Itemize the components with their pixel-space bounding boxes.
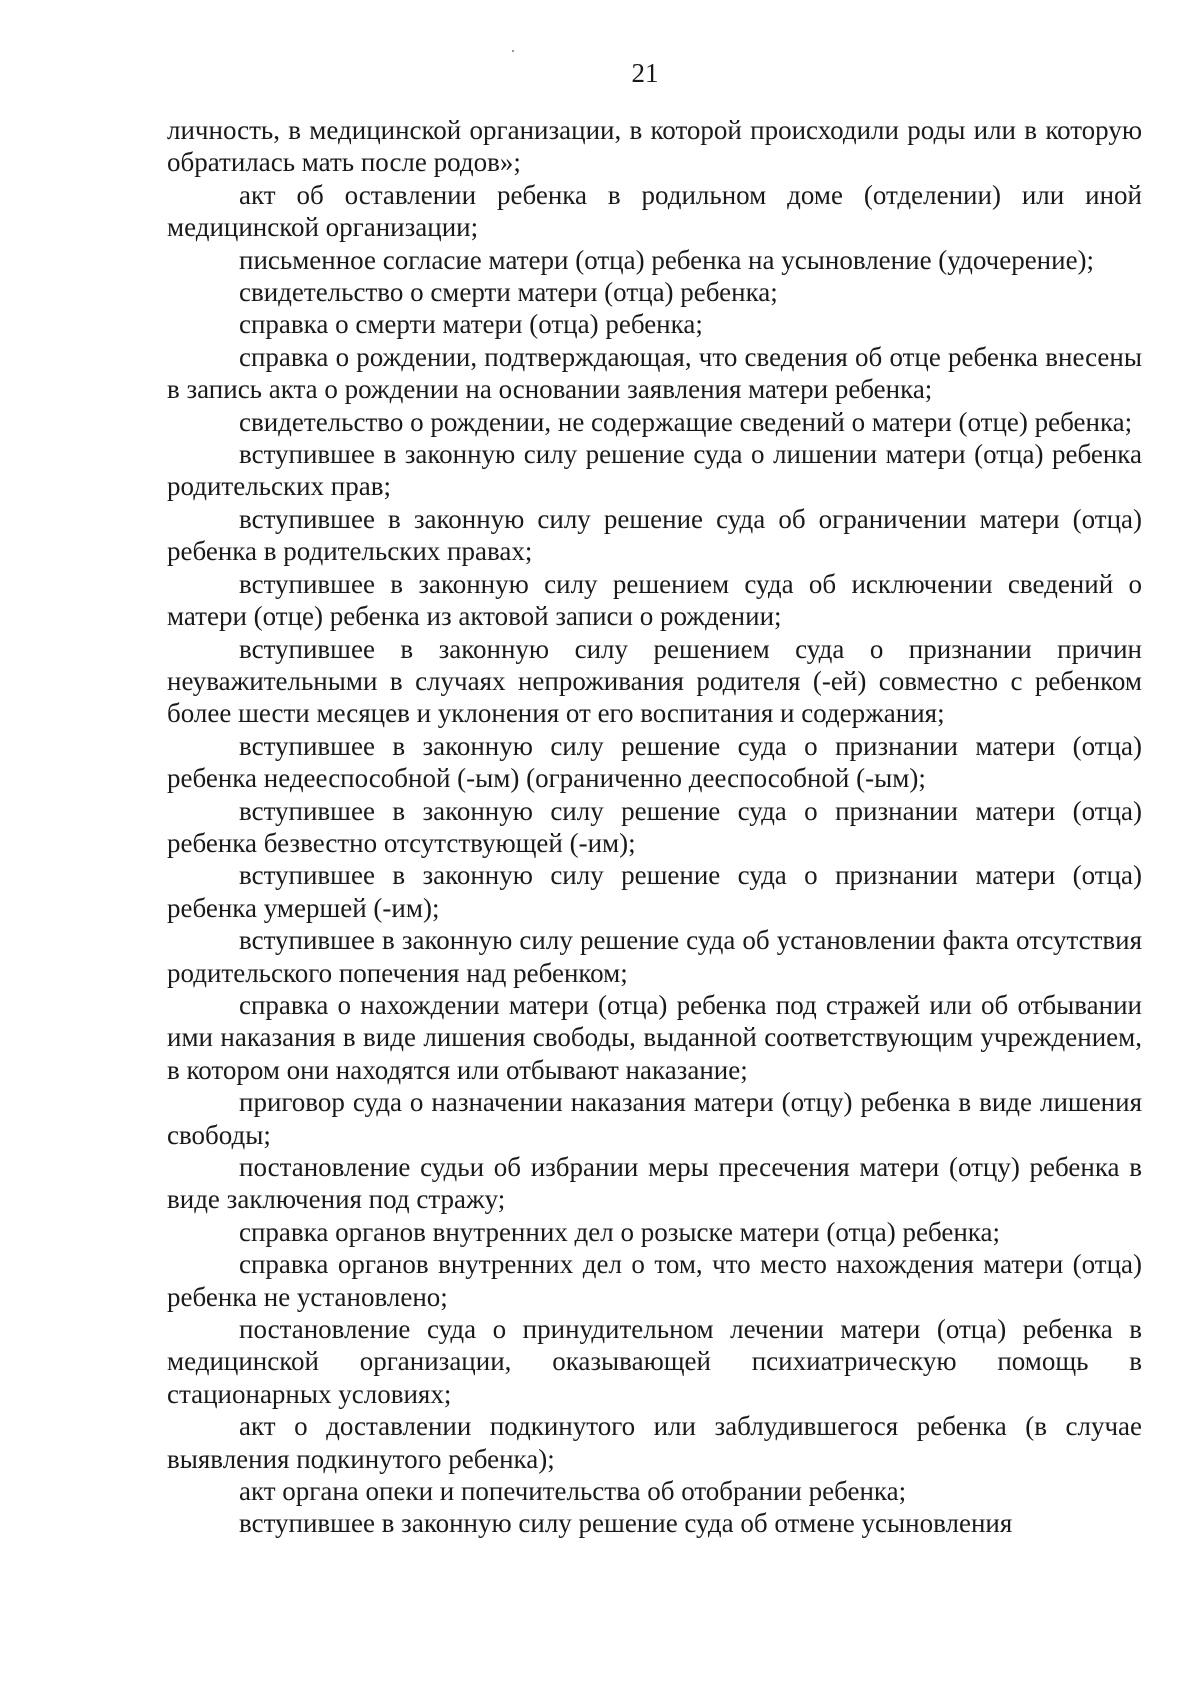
paragraph: справка о рождении, подтверждающая, что сведения об отце ребенка внесены в запись акта о рождении на основании заявления матери ребенка; xyxy=(167,341,1142,405)
paragraph: акт о доставлении подкинутого или заблудившегося ребенка (в случае выявления подкинутого ребенка); xyxy=(167,1411,1142,1474)
paragraph: постановление судьи об избрании меры пресечения матери (отцу) ребенка в виде заключения под стражу; xyxy=(167,1152,1142,1215)
paragraph: вступившее в законную силу решением суда об исключении сведений о матери (отце) ребенка из актовой записи о рождении; xyxy=(167,568,1142,632)
paragraph: вступившее в законную силу решение суда об отмене усыновления xyxy=(239,1508,1013,1539)
paragraph: вступившее в законную силу решение суда о признании матери (отца) ребенка недееспособной (-ым) (ограниченно дееспособной (-ым); xyxy=(167,730,1142,794)
paragraph: справка органов внутренних дел о розыске матери (отца) ребенка; xyxy=(239,1216,1000,1247)
paragraph: акт об оставлении ребенка в родильном доме (отделении) или иной медицинской организации; xyxy=(167,179,1142,243)
paragraph: вступившее в законную силу решением суда о признании причин неуважительными в случаях непроживания родителя (-ей) совместно с ребенком более шести месяцев и уклонения от его воспитания и содержания; xyxy=(167,633,1142,729)
paragraph: письменное согласие матери (отца) ребенка на усыновление (удочерение); xyxy=(239,244,1095,275)
paragraph: приговор суда о назначении наказания матери (отцу) ребенка в виде лишения свободы; xyxy=(167,1087,1142,1150)
paragraph: вступившее в законную силу решение суда об установлении факта отсутствия родительского попечения над ребенком; xyxy=(167,925,1142,988)
document-body xyxy=(167,114,1142,1540)
paragraph: справка о смерти матери (отца) ребенка; xyxy=(239,309,703,340)
page-number: 21 xyxy=(631,58,659,88)
paragraph: справка органов внутренних дел о том, что место нахождения матери (отца) ребенка не установлено; xyxy=(167,1249,1142,1312)
paragraph: вступившее в законную силу решение суда о лишении матери (отца) ребенка родительских прав; xyxy=(167,439,1142,502)
paragraph: личность, в медицинской организации, в которой происходили роды или в которую обратилась мать после родов»; xyxy=(167,115,1142,178)
paragraph: вступившее в законную силу решение суда о признании матери (отца) ребенка умершей (-им); xyxy=(167,860,1142,923)
paragraph: свидетельство о смерти матери (отца) ребенка; xyxy=(239,277,778,308)
paragraph: свидетельство о рождении, не содержащие сведений о матери (отце) ребенка; xyxy=(239,406,1133,437)
paragraph: акт органа опеки и попечительства об отобрании ребенка; xyxy=(239,1476,907,1507)
paragraph: вступившее в законную силу решение суда о признании матери (отца) ребенка безвестно отсутствующей (-им); xyxy=(167,795,1142,858)
paragraph: вступившее в законную силу решение суда об ограничении матери (отца) ребенка в родительских правах; xyxy=(167,503,1142,567)
paragraph: справка о нахождении матери (отца) ребенка под стражей или об отбывании ими наказания в виде лишения свободы, выданной соответствующим учреждением, в котором они находятся или отбывают наказание; xyxy=(167,989,1142,1085)
paragraph: постановление суда о принудительном лечении матери (отца) ребенка в медицинской организации, оказывающей психиатрическую помощь в стационарных условиях; xyxy=(167,1314,1142,1409)
scan-speck xyxy=(512,50,514,52)
